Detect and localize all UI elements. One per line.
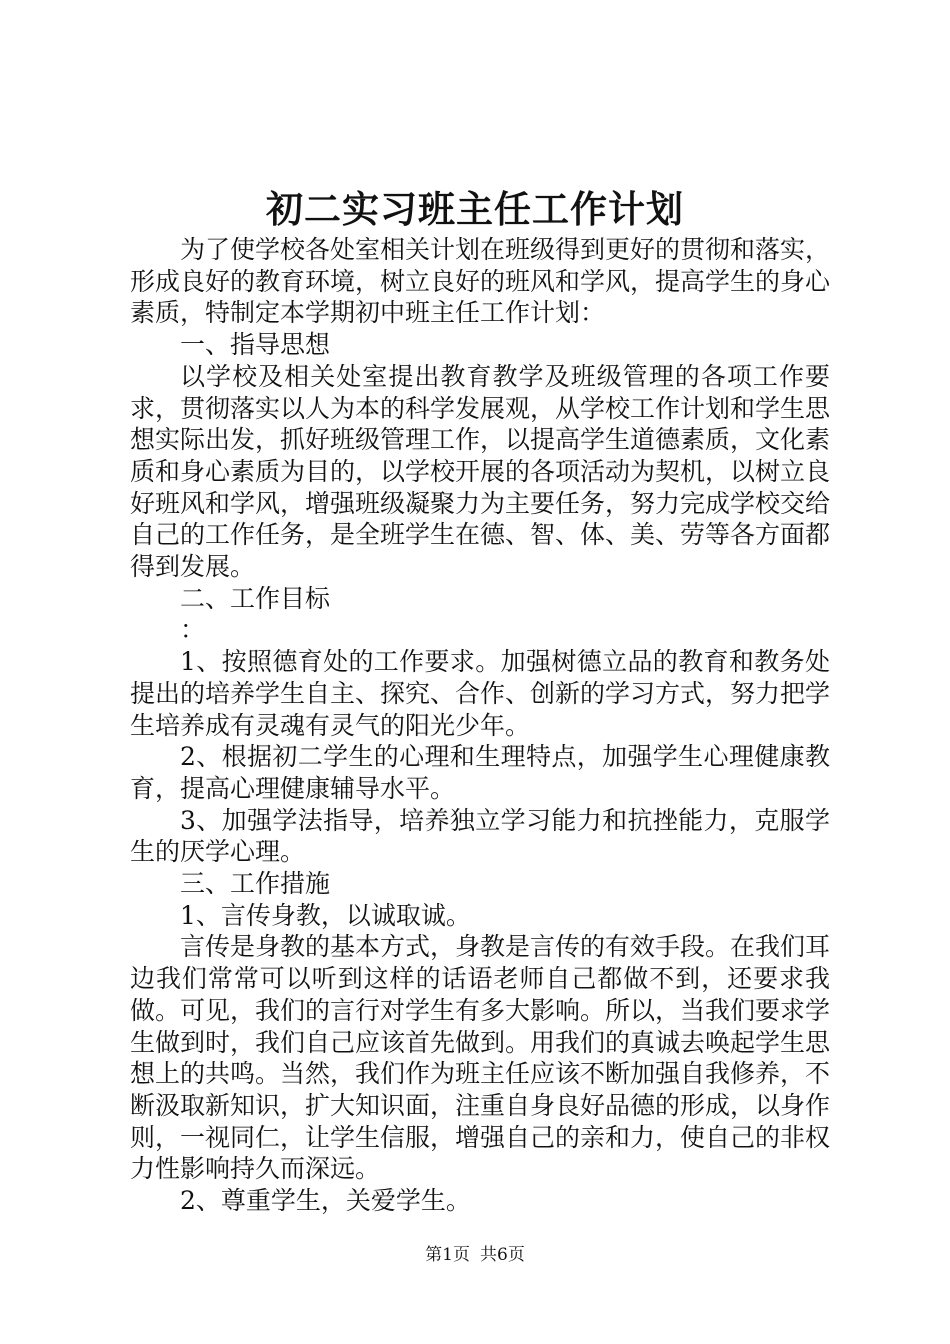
page-total: 共6页 (480, 1245, 525, 1265)
intro-paragraph: 为了使学校各处室相关计划在班级得到更好的贯彻和落实，形成良好的教育环境，树立良好的班风和学风，提高学生的身心素质，特制定本学期初中班主任工作计划： (130, 235, 831, 328)
measure-heading-1: 1、言传身教，以诚取诚。 (180, 900, 471, 930)
measure-heading-2: 2、尊重学生，关爱学生。 (180, 1186, 471, 1216)
page-number: 第1页 (425, 1245, 470, 1265)
work-goals-colon: ： (180, 615, 206, 645)
section-heading-work-goals: 二、工作目标 (180, 583, 331, 613)
document-body (130, 234, 830, 1217)
measure-paragraph-1: 言传是身教的基本方式，身教是言传的有效手段。在我们耳边我们常常可以听到这样的话语老师自己都做不到，还要求我做。可见，我们的言行对学生有多大影响。所以，当我们要求学生做到时，我们自己应该首先做到。用我们的真诚去唤起学生思想上的共鸣。当然，我们作为班主任应该不断加强自我修养，不断汲取新知识，扩大知识面，注重自身良好品德的形成，以身作则，一视同仁，让学生信服，增强自己的亲和力，使自己的非权力性影响持久而深远。 (130, 932, 831, 1184)
guiding-ideology-paragraph: 以学校及相关处室提出教育教学及班级管理的各项工作要求，贯彻落实以人为本的科学发展观，从学校工作计划和学生思想实际出发，抓好班级管理工作，以提高学生道德素质，文化素质和身心素质为目的，以学校开展的各项活动为契机，以树立良好班风和学风，增强班级凝聚力为主要任务，努力完成学校交给自己的工作任务，是全班学生在德、智、体、美、劳等各方面都得到发展。 (130, 361, 831, 582)
section-heading-work-measures: 三、工作措施 (180, 869, 331, 899)
goal-item-1: 1、按照德育处的工作要求。加强树德立品的教育和教务处提出的培养学生自主、探究、合作、创新的学习方式，努力把学生培养成有灵魂有灵气的阳光少年。 (130, 647, 831, 740)
goal-item-2: 2、根据初二学生的心理和生理特点，加强学生心理健康教育，提高心理健康辅导水平。 (130, 742, 830, 803)
goal-item-3: 3、加强学法指导，培养独立学习能力和抗挫能力，克服学生的厌学心理。 (130, 805, 830, 867)
document-title: 初二实习班主任工作计划 (266, 187, 684, 231)
page-footer (0, 1243, 950, 1267)
section-heading-guiding-ideology: 一、指导思想 (180, 330, 331, 360)
